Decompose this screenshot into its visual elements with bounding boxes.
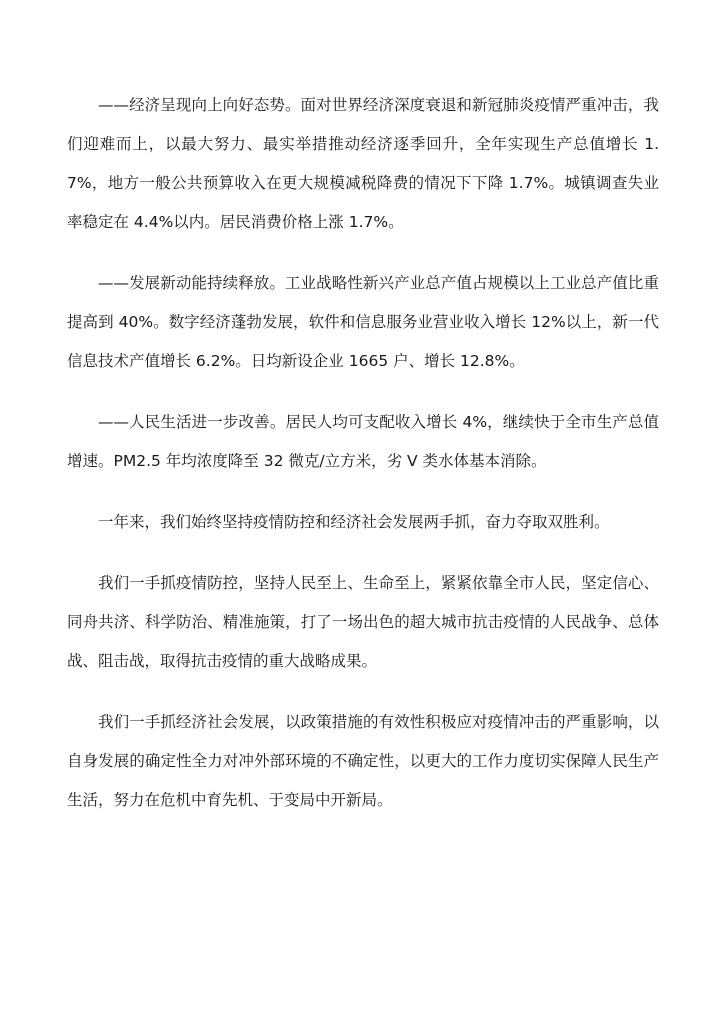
paragraph-livelihood: ——人民生活进一步改善。居民人均可支配收入增长 4%，继续快于全市生产总值增速。PM2.5 年均浓度降至 32 微克/立方米，劣 V 类水体基本消除。 <box>67 413 659 470</box>
paragraph-epidemic-control: 我们一手抓疫情防控，坚持人民至上、生命至上，紧紧依靠全市人民，坚定信心、同舟共济、科学防治、精准施策，打了一场出色的超大城市抗击疫情的人民战争、总体战、阻击战，取得抗击疫情的重大战略成果。 <box>67 574 659 670</box>
paragraph-year-summary: 一年来，我们始终坚持疫情防控和经济社会发展两手抓，奋力夺取双胜利。 <box>98 513 610 531</box>
paragraph-economic-development: 我们一手抓经济社会发展，以政策措施的有效性积极应对疫情冲击的严重影响，以自身发展的确定性全力对冲外部环境的不确定性，以更大的工作力度切实保障人民生产生活，努力在危机中育先机、于变局中开新局。 <box>67 713 659 809</box>
paragraph-economy: ——经济呈现向上向好态势。面对世界经济深度衰退和新冠肺炎疫情严重冲击，我们迎难而上，以最大努力、最实举措推动经济逐季回升，全年实现生产总值增长 1.7%，地方一般公共预算收入在更大规模减税降费的情况下下降 1.7%。城镇调查失业率稳定在 4.4%以内。居民消费价格上涨 1.7%。 <box>67 96 659 231</box>
paragraph-new-momentum: ——发展新动能持续释放。工业战略性新兴产业总产值占规模以上工业总产值比重提高到 40%。数字经济蓬勃发展，软件和信息服务业营业收入增长 12%以上，新一代信息技术产值增长 6.2%。日均新设企业 1665 户、增长 12.8%。 <box>67 274 659 370</box>
document-body <box>67 86 659 842</box>
